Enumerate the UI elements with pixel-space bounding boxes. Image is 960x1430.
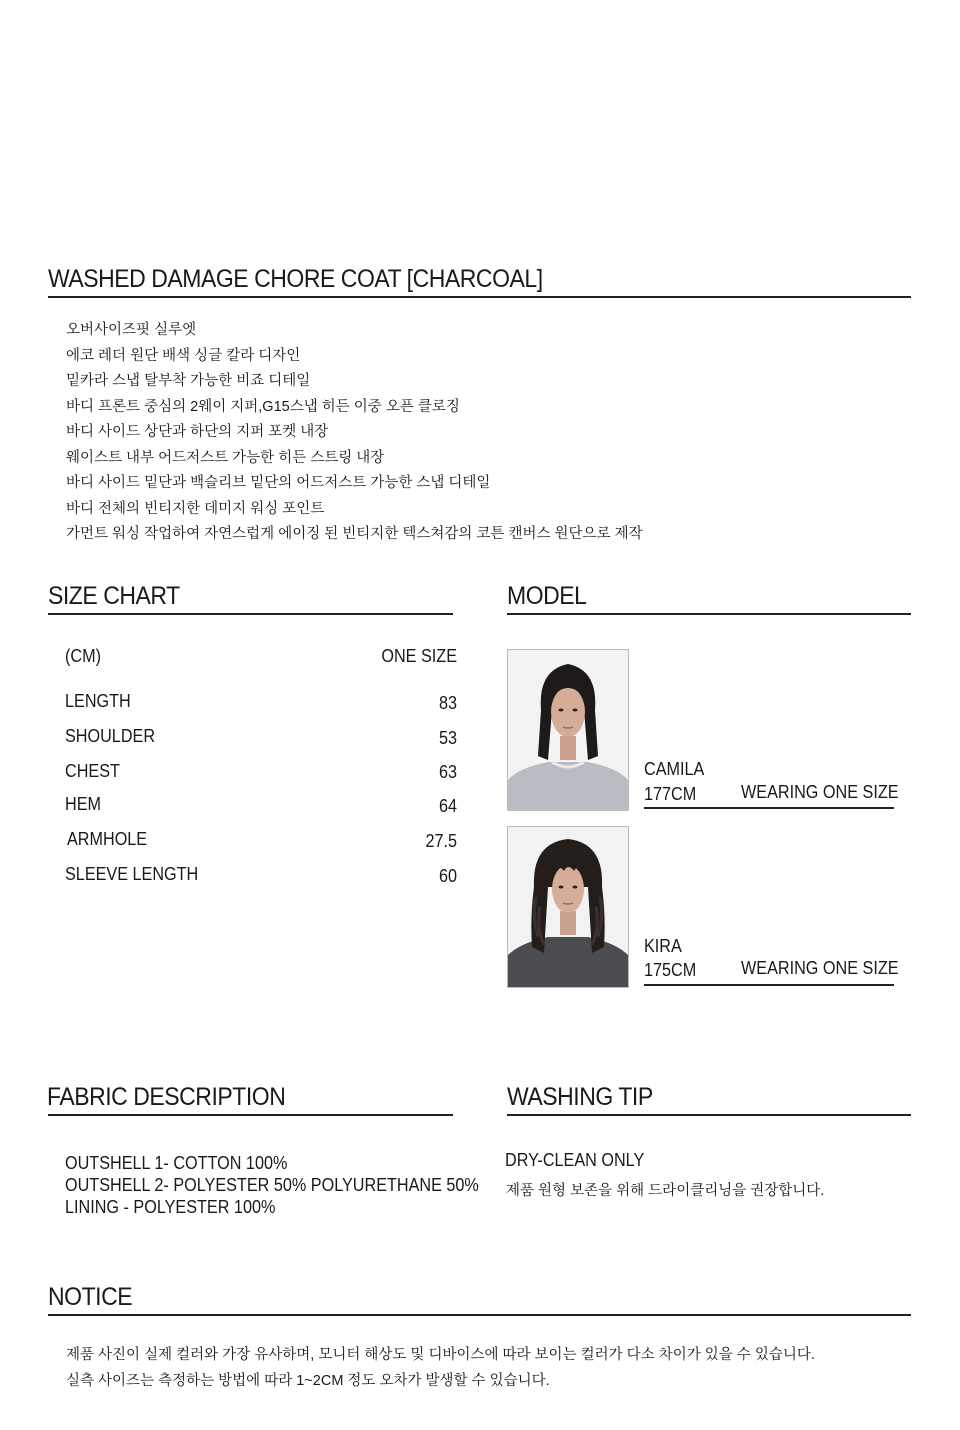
product-title: WASHED DAMAGE CHORE COAT [CHARCOAL] (48, 265, 543, 293)
model-divider (507, 613, 911, 615)
description-line: 바디 프론트 중심의 2웨이 지퍼,G15스냅 히든 이중 오픈 클로징 (66, 398, 460, 415)
size-row-label: SLEEVE LENGTH (65, 864, 199, 884)
size-row-label: LENGTH (65, 691, 131, 711)
description-line: 웨이스트 내부 어드저스트 가능한 히든 스트링 내장 (66, 449, 385, 466)
title-divider (48, 296, 911, 298)
notice-divider (48, 1314, 911, 1316)
model-height: 177CM (644, 784, 697, 804)
description-line: 바디 사이드 밑단과 백슬리브 밑단의 어드저스트 가능한 스냅 디테일 (66, 475, 491, 491)
size-row-label: HEM (65, 794, 101, 814)
model-photo-kira-icon (508, 827, 628, 987)
model-name: KIRA (644, 936, 682, 956)
model-height: 175CM (644, 960, 697, 980)
model-wearing-size: WEARING ONE SIZE (741, 958, 899, 978)
fabric-divider (48, 1114, 453, 1116)
model-divider-line (644, 984, 894, 986)
notice-heading: NOTICE (48, 1283, 133, 1311)
description-line: 가먼트 워싱 작업하여 자연스럽게 에이징 된 빈티지한 텍스쳐감의 코튼 캔버스 원단으로 제작 (66, 526, 643, 542)
washing-divider (507, 1114, 911, 1116)
size-row-label: CHEST (65, 761, 120, 781)
size-row-value: 63 (438, 762, 457, 782)
description-line: 바디 전체의 빈티지한 데미지 워싱 포인트 (66, 500, 325, 517)
description-line: 바디 사이드 상단과 하단의 지퍼 포켓 내장 (66, 424, 329, 440)
size-row-label: SHOULDER (65, 726, 156, 746)
size-row-value: 60 (438, 866, 457, 886)
fabric-line: LINING - POLYESTER 100% (65, 1197, 276, 1217)
fabric-list (65, 1152, 479, 1218)
size-chart-divider (48, 613, 453, 615)
notice-line: 제품 사진이 실제 컬러와 가장 유사하며, 모니터 해상도 및 디바이스에 따라 보이는 컬러가 다소 차이가 있을 수 있습니다. (66, 1347, 815, 1363)
description-line: 에코 레더 원단 배색 싱글 칼라 디자인 (66, 347, 301, 364)
model-divider-line (644, 807, 894, 809)
size-column-label: ONE SIZE (381, 646, 457, 666)
product-description (66, 318, 643, 548)
size-row-value: 27.5 (425, 831, 457, 851)
model-name: CAMILA (644, 759, 705, 779)
washing-heading: WASHING TIP (507, 1083, 653, 1111)
size-unit-label: (CM) (65, 646, 101, 666)
model-wearing-size: WEARING ONE SIZE (741, 782, 899, 802)
notice-line: 실측 사이즈는 측정하는 방법에 따라 1~2CM 정도 오차가 발생할 수 있습니다. (66, 1373, 550, 1389)
size-row-value: 64 (438, 796, 457, 816)
notice-text (66, 1342, 815, 1394)
description-line: 밑카라 스냅 탈부착 가능한 비죠 디테일 (66, 373, 311, 389)
size-row-value: 83 (438, 693, 457, 713)
fabric-heading: FABRIC DESCRIPTION (47, 1083, 286, 1111)
fabric-line: OUTSHELL 1- COTTON 100% (65, 1153, 288, 1173)
size-row-label: ARMHOLE (67, 829, 148, 849)
model-photo-camila-icon (508, 650, 628, 810)
model-photo-camila (507, 649, 629, 811)
washing-note: 제품 원형 보존을 위해 드라이클리닝을 권장합니다. (506, 1183, 825, 1199)
model-photo-kira (507, 826, 629, 988)
model-heading: MODEL (507, 582, 587, 610)
washing-instruction: DRY-CLEAN ONLY (505, 1150, 645, 1170)
size-row-value: 53 (438, 728, 457, 748)
description-line: 오버사이즈핏 실루엣 (66, 322, 197, 338)
size-chart-heading: SIZE CHART (48, 582, 180, 610)
fabric-line: OUTSHELL 2- POLYESTER 50% POLYURETHANE 50% (65, 1175, 479, 1195)
